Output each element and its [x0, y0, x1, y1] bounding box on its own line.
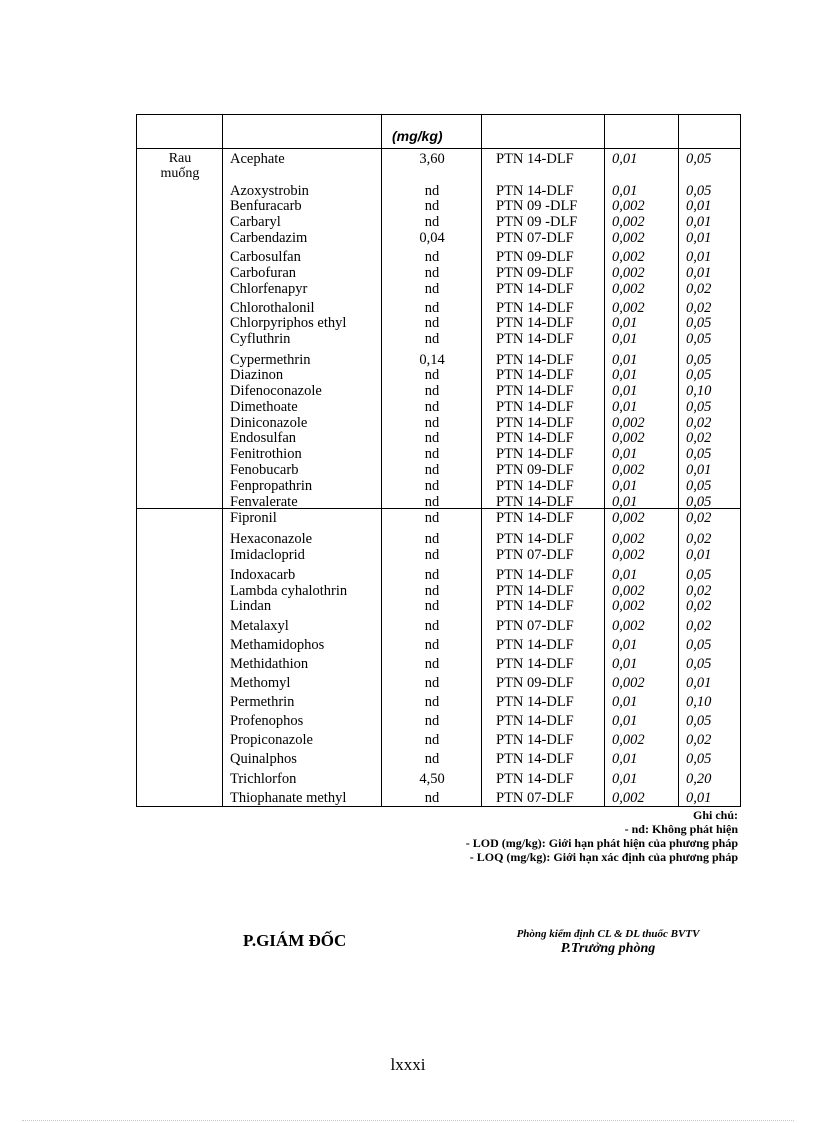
loq-value: 0,10 [686, 694, 712, 710]
method-code: PTN 09-DLF [496, 675, 574, 691]
table-row [0, 618, 816, 634]
page-number: lxxxi [390, 1055, 426, 1074]
loq-value: 0,05 [686, 478, 712, 494]
group-label: Rau muống [160, 151, 200, 181]
method-code: PTN 09-DLF [496, 265, 574, 281]
method-code: PTN 14-DLF [496, 751, 574, 767]
notes-nd: - nd: Không phát hiện [624, 822, 738, 836]
method-code: PTN 14-DLF [496, 446, 574, 462]
loq-value: 0,01 [686, 230, 712, 246]
result-value: nd [424, 399, 440, 415]
loq-value: 0,02 [686, 415, 712, 431]
table-row [0, 637, 816, 653]
result-value: nd [424, 751, 440, 767]
compound-name: Fenobucarb [230, 462, 299, 478]
lod-value: 0,002 [612, 618, 645, 634]
loq-value: 0,05 [686, 637, 712, 653]
compound-name: Cypermethrin [230, 352, 311, 368]
lod-value: 0,01 [612, 446, 638, 462]
compound-name: Diniconazole [230, 415, 308, 431]
method-code: PTN 14-DLF [496, 300, 574, 316]
lod-value: 0,002 [612, 462, 645, 478]
lod-value: 0,002 [612, 300, 645, 316]
table-row [0, 198, 816, 214]
table-row [0, 315, 816, 331]
result-value: nd [424, 567, 440, 583]
loq-value: 0,05 [686, 656, 712, 672]
result-value: nd [424, 446, 440, 462]
table-row [0, 214, 816, 230]
method-code: PTN 14-DLF [496, 732, 574, 748]
footer-rule [22, 1120, 794, 1121]
lod-value: 0,002 [612, 547, 645, 563]
table-row [0, 790, 816, 806]
signature-right [488, 928, 728, 957]
compound-name: Acephate [230, 151, 285, 167]
compound-name: Chlorothalonil [230, 300, 315, 316]
loq-value: 0,01 [686, 198, 712, 214]
method-code: PTN 14-DLF [496, 367, 574, 383]
loq-value: 0,01 [686, 214, 712, 230]
loq-value: 0,01 [686, 790, 712, 806]
compound-name: Profenophos [230, 713, 304, 729]
result-value: nd [424, 694, 440, 710]
lod-value: 0,002 [612, 198, 645, 214]
result-value: nd [424, 249, 440, 265]
table-row [0, 415, 816, 431]
loq-value: 0,02 [686, 598, 712, 614]
notes [466, 808, 738, 864]
lod-value: 0,01 [612, 383, 638, 399]
table-row [0, 331, 816, 347]
table-row [0, 494, 816, 510]
compound-name: Methamidophos [230, 637, 325, 653]
method-code: PTN 14-DLF [496, 713, 574, 729]
result-value: nd [424, 675, 440, 691]
loq-value: 0,01 [686, 265, 712, 281]
table-row [0, 567, 816, 583]
lod-value: 0,01 [612, 151, 638, 167]
method-code: PTN 14-DLF [496, 183, 574, 199]
method-code: PTN 14-DLF [496, 331, 574, 347]
result-value: 0,04 [419, 230, 445, 246]
loq-value: 0,05 [686, 183, 712, 199]
table-row [0, 230, 816, 246]
table-row [0, 281, 816, 297]
method-code: PTN 14-DLF [496, 315, 574, 331]
signature-left-title: P.GIÁM ĐỐC [243, 931, 347, 950]
compound-name: Lambda cyhalothrin [230, 583, 348, 599]
result-value: nd [424, 713, 440, 729]
table-row [0, 583, 816, 599]
method-code: PTN 07-DLF [496, 790, 574, 806]
compound-name: Methomyl [230, 675, 291, 691]
method-code: PTN 14-DLF [496, 656, 574, 672]
result-value: nd [424, 198, 440, 214]
compound-name: Chlorpyriphos ethyl [230, 315, 347, 331]
loq-value: 0,02 [686, 732, 712, 748]
method-code: PTN 14-DLF [496, 281, 574, 297]
method-code: PTN 14-DLF [496, 598, 574, 614]
table-row [0, 751, 816, 767]
loq-value: 0,05 [686, 399, 712, 415]
method-code: PTN 09-DLF [496, 249, 574, 265]
compound-name: Fenpropathrin [230, 478, 313, 494]
method-code: PTN 07-DLF [496, 547, 574, 563]
method-code: PTN 14-DLF [496, 637, 574, 653]
method-code: PTN 14-DLF [496, 567, 574, 583]
method-code: PTN 09 -DLF [496, 198, 578, 214]
method-code: PTN 07-DLF [496, 230, 574, 246]
compound-name: Carbendazim [230, 230, 308, 246]
loq-value: 0,02 [686, 583, 712, 599]
compound-name: Chlorfenapyr [230, 281, 308, 297]
lod-value: 0,002 [612, 598, 645, 614]
lod-value: 0,002 [612, 732, 645, 748]
lod-value: 0,002 [612, 583, 645, 599]
compound-name: Endosulfan [230, 430, 297, 446]
table-row [0, 399, 816, 415]
lod-value: 0,01 [612, 637, 638, 653]
method-code: PTN 14-DLF [496, 151, 574, 167]
method-code: PTN 14-DLF [496, 383, 574, 399]
method-code: PTN 14-DLF [496, 694, 574, 710]
table-row [0, 656, 816, 672]
result-value: nd [424, 331, 440, 347]
result-value: nd [424, 547, 440, 563]
result-value: nd [424, 183, 440, 199]
lod-value: 0,002 [612, 415, 645, 431]
result-value: nd [424, 598, 440, 614]
loq-value: 0,05 [686, 567, 712, 583]
result-value: nd [424, 462, 440, 478]
table-row [0, 462, 816, 478]
lod-value: 0,002 [612, 430, 645, 446]
loq-value: 0,10 [686, 383, 712, 399]
loq-value: 0,05 [686, 446, 712, 462]
method-code: PTN 14-DLF [496, 415, 574, 431]
table-row [0, 732, 816, 748]
compound-name: Fenitrothion [230, 446, 302, 462]
lod-value: 0,002 [612, 249, 645, 265]
compound-name: Fipronil [230, 510, 277, 526]
table-row [0, 383, 816, 399]
result-value: nd [424, 583, 440, 599]
loq-value: 0,05 [686, 751, 712, 767]
notes-lod: - LOD (mg/kg): Giới hạn phát hiện của phương pháp [465, 836, 738, 850]
table-row [0, 598, 816, 614]
result-value: nd [424, 531, 440, 547]
lod-value: 0,01 [612, 315, 638, 331]
method-code: PTN 14-DLF [496, 494, 574, 510]
signature-org: Phòng kiểm định CL & DL thuốc BVTV [516, 928, 700, 940]
result-value: nd [424, 790, 440, 806]
result-value: nd [424, 265, 440, 281]
table-row [0, 675, 816, 691]
compound-name: Thiophanate methyl [230, 790, 347, 806]
lod-value: 0,002 [612, 675, 645, 691]
loq-value: 0,01 [686, 462, 712, 478]
result-value: nd [424, 315, 440, 331]
lod-value: 0,002 [612, 531, 645, 547]
header-unit: (mg/kg) [392, 128, 443, 144]
table-row [0, 771, 816, 787]
loq-value: 0,05 [686, 713, 712, 729]
table-row [0, 430, 816, 446]
compound-name: Propiconazole [230, 732, 313, 748]
result-value: nd [424, 637, 440, 653]
result-value: nd [424, 430, 440, 446]
lod-value: 0,01 [612, 183, 638, 199]
table-row [0, 446, 816, 462]
result-value: nd [424, 415, 440, 431]
signature-right-title: P.Trưởng phòng [560, 941, 656, 956]
lod-value: 0,01 [612, 478, 638, 494]
lod-value: 0,01 [612, 656, 638, 672]
table-row [0, 183, 816, 199]
method-code: PTN 14-DLF [496, 478, 574, 494]
lod-value: 0,01 [612, 494, 638, 510]
compound-name: Methidathion [230, 656, 309, 672]
lod-value: 0,002 [612, 265, 645, 281]
compound-name: Carbofuran [230, 265, 297, 281]
result-value: nd [424, 383, 440, 399]
method-code: PTN 09 -DLF [496, 214, 578, 230]
result-value: nd [424, 300, 440, 316]
compound-name: Diazinon [230, 367, 284, 383]
method-code: PTN 14-DLF [496, 531, 574, 547]
method-code: PTN 14-DLF [496, 352, 574, 368]
loq-value: 0,02 [686, 300, 712, 316]
method-code: PTN 07-DLF [496, 618, 574, 634]
table-row [0, 151, 816, 167]
compound-name: Benfuracarb [230, 198, 302, 214]
method-code: PTN 14-DLF [496, 771, 574, 787]
loq-value: 0,05 [686, 151, 712, 167]
notes-loq: - LOQ (mg/kg): Giới hạn xác định của phương pháp [469, 850, 738, 864]
table-row [0, 531, 816, 547]
loq-value: 0,05 [686, 352, 712, 368]
compound-name: Hexaconazole [230, 531, 313, 547]
loq-value: 0,02 [686, 281, 712, 297]
lod-value: 0,01 [612, 352, 638, 368]
table-row [0, 367, 816, 383]
loq-value: 0,01 [686, 675, 712, 691]
compound-name: Carbaryl [230, 214, 281, 230]
compound-name: Carbosulfan [230, 249, 301, 265]
result-value: 0,14 [419, 352, 445, 368]
compound-name: Cyfluthrin [230, 331, 291, 347]
result-value: nd [424, 214, 440, 230]
compound-name: Quinalphos [230, 751, 297, 767]
loq-value: 0,02 [686, 618, 712, 634]
result-value: nd [424, 367, 440, 383]
result-value: nd [424, 281, 440, 297]
compound-name: Indoxacarb [230, 567, 296, 583]
loq-value: 0,20 [686, 771, 712, 787]
result-value: 3,60 [419, 151, 445, 167]
lod-value: 0,002 [612, 281, 645, 297]
lod-value: 0,01 [612, 694, 638, 710]
method-code: PTN 14-DLF [496, 430, 574, 446]
method-code: PTN 09-DLF [496, 462, 574, 478]
loq-value: 0,02 [686, 510, 712, 526]
table-row [0, 694, 816, 710]
table-row [0, 547, 816, 563]
table-row [0, 478, 816, 494]
compound-name: Permethrin [230, 694, 295, 710]
lod-value: 0,01 [612, 751, 638, 767]
loq-value: 0,05 [686, 494, 712, 510]
method-code: PTN 14-DLF [496, 510, 574, 526]
compound-name: Azoxystrobin [230, 183, 309, 199]
loq-value: 0,02 [686, 531, 712, 547]
lod-value: 0,01 [612, 367, 638, 383]
lod-value: 0,01 [612, 399, 638, 415]
compound-name: Difenoconazole [230, 383, 322, 399]
table-row [0, 510, 816, 526]
table-row [0, 713, 816, 729]
table-row [0, 265, 816, 281]
lod-value: 0,002 [612, 790, 645, 806]
method-code: PTN 14-DLF [496, 399, 574, 415]
compound-name: Dimethoate [230, 399, 298, 415]
loq-value: 0,05 [686, 331, 712, 347]
lod-value: 0,01 [612, 567, 638, 583]
lod-value: 0,01 [612, 713, 638, 729]
table-row [0, 249, 816, 265]
result-value: nd [424, 510, 440, 526]
result-value: 4,50 [419, 771, 445, 787]
loq-value: 0,01 [686, 249, 712, 265]
compound-name: Metalaxyl [230, 618, 289, 634]
lod-value: 0,01 [612, 771, 638, 787]
result-value: nd [424, 618, 440, 634]
loq-value: 0,01 [686, 547, 712, 563]
lod-value: 0,002 [612, 214, 645, 230]
compound-name: Lindan [230, 598, 272, 614]
compound-name: Trichlorfon [230, 771, 297, 787]
result-value: nd [424, 732, 440, 748]
result-value: nd [424, 656, 440, 672]
compound-name: Imidacloprid [230, 547, 305, 563]
lod-value: 0,002 [612, 230, 645, 246]
method-code: PTN 14-DLF [496, 583, 574, 599]
loq-value: 0,05 [686, 367, 712, 383]
loq-value: 0,02 [686, 430, 712, 446]
result-value: nd [424, 494, 440, 510]
lod-value: 0,002 [612, 510, 645, 526]
table-row [0, 352, 816, 368]
loq-value: 0,05 [686, 315, 712, 331]
result-value: nd [424, 478, 440, 494]
lod-value: 0,01 [612, 331, 638, 347]
compound-name: Fenvalerate [230, 494, 298, 510]
table-row [0, 300, 816, 316]
notes-title: Ghi chú: [692, 808, 738, 822]
